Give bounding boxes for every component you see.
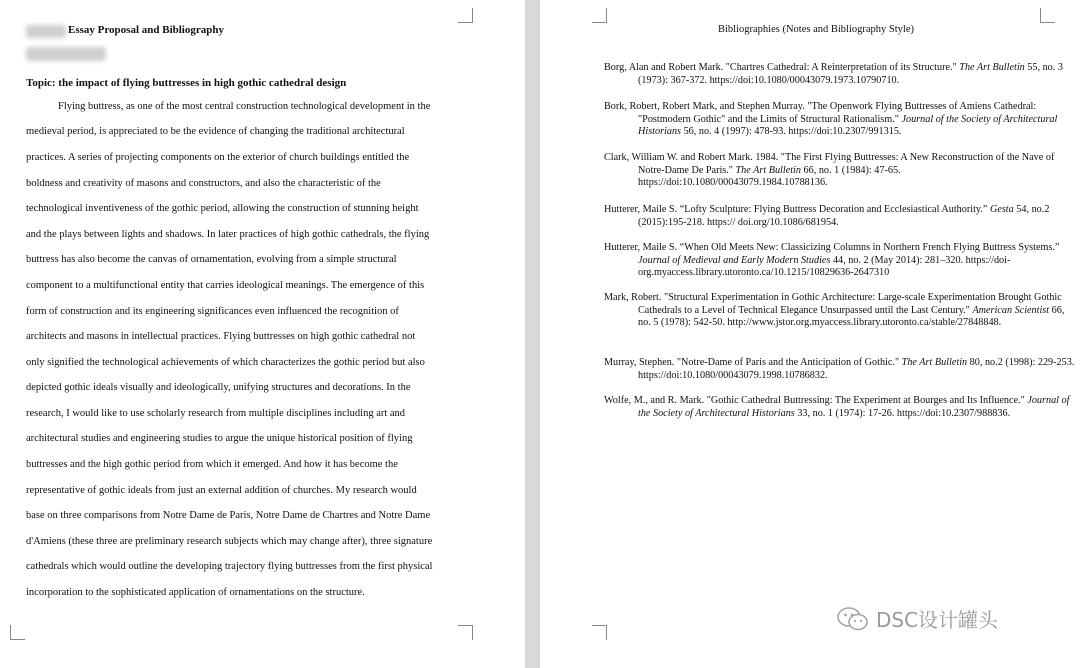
watermark <box>836 604 998 633</box>
crop-mark <box>458 8 473 23</box>
essay-line: boldness and creativity of masons and constructors, and also the characteristic of the <box>26 178 381 189</box>
bibliography-entry <box>604 357 1078 382</box>
entry-citation: 44, no. 2 (May 2014): 281–320. https://doi-org.myaccess.library.utoronto.ca/10.1215/10829636-2647310 <box>638 254 1011 279</box>
essay-line: d'Amiens (these three are preliminary research subjects which may change after), three signature <box>26 536 433 547</box>
entry-source-title: American Scientist <box>972 304 1050 316</box>
entry-text: Bork, Robert, Robert Mark, and Stephen Murray. "The Openwork Flying Buttresses of Amiens Cathedral: "Postmodern Gothic" and the Limits of Structural Rationalism." <box>604 101 1037 125</box>
essay-line: depicted gothic ideals visually and ideologically, unifying structures and decorations. In the <box>26 382 411 393</box>
entry-source-title: Journal of the Society of Architectural Historians <box>638 395 1070 419</box>
entry-source-title: The Art Bulletin <box>735 164 801 176</box>
essay-line: architectural studies and engineering studies to argue the unique historical position of flying <box>26 433 413 444</box>
entry-source-title: Journal of the Society of Architectural Historians <box>638 113 1058 138</box>
entry-citation: 54, no.2 (2015):195-218. https:// doi.org/10.1086/681954. <box>638 204 1050 228</box>
entry-citation: 55, no. 3 (1973): 367-372. https://doi:10.1080/00043079.1973.10790710. <box>638 62 1063 86</box>
bibliography-entry <box>604 395 1078 420</box>
bibliography-entry <box>604 204 1078 229</box>
entry-citation: 66, no. 5 (1978): 542-50. http://www.jstor.org.myaccess.library.utoronto.ca/stable/27848848. <box>638 304 1065 329</box>
entry-text: Mark, Robert. "Structural Experimentation in Gothic Architecture: Large-scale Experimentation Brought Gothic Cathedrals to a Level of Technical Elegance Unsurpassed until the Last Century." <box>604 292 1062 316</box>
entry-source-title: The Art Bulletin <box>901 357 968 368</box>
essay-line: architects and masons in intellectual practices. Flying buttresses on high gothic cathedral not <box>26 331 416 342</box>
watermark-text: DSC设计罐头 <box>876 608 999 632</box>
essay-line: base on three comparisons from Notre Dame de Paris, Notre Dame de Chartres and Notre Dame <box>26 510 431 521</box>
entry-citation: 33, no. 1 (1974): 17-26. https://doi:10.2307/988836. <box>794 407 1011 419</box>
bibliography-entry <box>604 242 1078 280</box>
document-header: Essay Proposal and Bibliography <box>68 24 224 36</box>
redacted-student-id <box>26 47 106 61</box>
essay-line: medieval period, is appreciated to be the evidence of changing the traditional architectural <box>26 126 405 137</box>
entry-citation: 56, no. 4 (1997): 478-93. https://doi:10.2307/991315. <box>681 126 902 138</box>
bibliography-entry <box>604 62 1078 87</box>
entry-citation: 80, no.2 (1998): 229-253. https://doi:10.1080/00043079.1998.10786832. <box>638 357 1075 381</box>
essay-line: research, I would like to use scholarly research from multiple disciplines including art and <box>26 408 406 419</box>
entry-text: Borg, Alan and Robert Mark. "Chartres Cathedral: A Reinterpretation of its Structure." <box>604 62 960 73</box>
entry-source-title: Gesta <box>989 204 1014 215</box>
right-document-page <box>540 0 1080 668</box>
essay-line: form of construction and its engineering significances even influenced the recognition of <box>26 306 399 317</box>
essay-line: component to a multifunctional entity that carries ideological meanings. The emergence of this <box>26 280 425 291</box>
essay-line: technological inventiveness of the gothic period, allowing the construction of stunning height <box>26 203 419 214</box>
essay-line: buttresses and the high gothic period from which it emerged. And how it has become the <box>26 459 398 470</box>
crop-mark <box>458 625 473 640</box>
bibliography-header: Bibliographies (Notes and Bibliography Style) <box>718 24 914 35</box>
essay-line: representative of gothic ideals from just an external addition of churches. My research would <box>26 485 417 496</box>
entry-citation: 66, no. 1 (1984): 47-65. https://doi:10.1080/00043079.1984.10788136. <box>638 164 901 189</box>
wechat-icon <box>836 606 870 632</box>
left-document-page <box>0 0 525 668</box>
entry-text: Murray, Stephen. "Notre-Dame of Paris and the Anticipation of Gothic." <box>604 357 902 368</box>
crop-mark <box>592 625 607 640</box>
essay-line: and the plays between lights and shadows. In later practices of high gothic cathedrals, the flying <box>26 229 430 240</box>
entry-source-title: The Art Bulletin <box>959 62 1025 73</box>
entry-text: Wolfe, M., and R. Mark. "Gothic Cathedral Buttressing: The Experiment at Bourges and Its Influence." <box>604 395 1028 406</box>
essay-line: Flying buttress, as one of the most central construction technological development in the <box>58 101 431 112</box>
bibliography-entry <box>604 152 1078 190</box>
essay-line: only signified the technological achievements of which characterizes the gothic period but also <box>26 357 425 368</box>
topic-heading: Topic: the impact of flying buttresses in high gothic cathedral design <box>26 77 347 89</box>
crop-mark <box>10 625 25 640</box>
redacted-name <box>26 25 66 38</box>
essay-line: buttress has also become the canvas of ornamentation, evolving from a simple structural <box>26 254 397 265</box>
entry-source-title: Journal of Medieval and Early Modern Studies <box>638 254 831 266</box>
bibliography-entry <box>604 292 1078 330</box>
entry-text: Hutterer, Maile S. “When Old Meets New: Classicizing Columns in Northern French Flying Buttress Systems.” <box>604 242 1060 253</box>
crop-mark <box>592 8 607 23</box>
crop-mark <box>1040 8 1055 23</box>
bibliography-entry <box>604 101 1078 139</box>
entry-text: Hutterer, Maile S. “Lofty Sculpture: Flying Buttress Decoration and Ecclesiastical Authority.” <box>604 204 990 215</box>
essay-line: cathedrals which would outline the developing trajectory flying buttresses from the first physical <box>26 561 433 572</box>
essay-line: practices. A series of projecting components on the exterior of church buildings entitled the <box>26 152 410 163</box>
essay-line: incorporation to the sophisticated application of ornamentations on the structure. <box>26 587 365 598</box>
entry-text: Clark, William W. and Robert Mark. 1984. "The First Flying Buttresses: A New Reconstruction of the Nave of Notre-Dame De Paris." <box>604 152 1055 176</box>
